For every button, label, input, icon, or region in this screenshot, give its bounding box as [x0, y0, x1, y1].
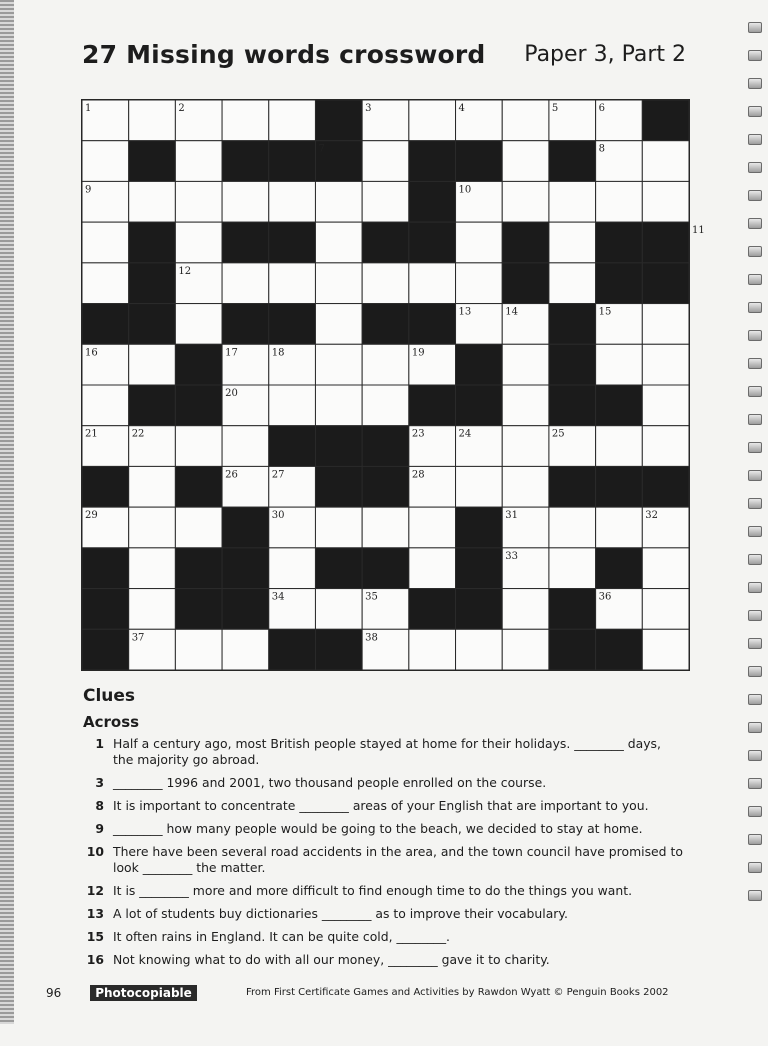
crossword-cell[interactable]	[175, 629, 222, 670]
crossword-cell[interactable]	[642, 181, 689, 222]
crossword-cell[interactable]	[129, 589, 176, 630]
crossword-block	[456, 507, 503, 548]
crossword-block	[315, 629, 362, 670]
binding-ring	[748, 806, 762, 817]
crossword-block	[82, 589, 129, 630]
clue-item	[83, 929, 683, 945]
clue-text: It often rains in England. It can be quite cold, ________.	[113, 929, 450, 944]
crossword-block	[82, 304, 129, 345]
binding-ring	[748, 498, 762, 509]
crossword-cell[interactable]	[409, 548, 456, 589]
cell-number: 19	[411, 347, 425, 359]
clue-number: 9	[95, 821, 104, 836]
crossword-cell[interactable]	[362, 263, 409, 304]
crossword-cell[interactable]	[409, 629, 456, 670]
crossword-cell[interactable]	[456, 263, 503, 304]
binding-ring	[748, 50, 762, 61]
crossword-cell[interactable]	[315, 589, 362, 630]
crossword-cell[interactable]	[82, 141, 129, 182]
binding-ring	[748, 862, 762, 873]
spiral-binding-left	[0, 0, 14, 1024]
crossword-cell[interactable]	[82, 222, 129, 263]
clue-item	[83, 906, 683, 922]
crossword-cell[interactable]	[549, 507, 596, 548]
crossword-cell[interactable]	[502, 589, 549, 630]
cell-number: 18	[271, 347, 285, 359]
crossword-block	[549, 589, 596, 630]
cell-number: 3	[365, 103, 372, 114]
crossword-block	[222, 222, 269, 263]
cell-number: 23	[411, 428, 425, 440]
crossword-block	[549, 304, 596, 345]
crossword-cell[interactable]	[315, 304, 362, 345]
binding-ring	[748, 274, 762, 285]
binding-ring	[748, 610, 762, 621]
binding-ring	[748, 638, 762, 649]
cell-number: 38	[365, 632, 378, 644]
crossword-cell[interactable]	[642, 629, 689, 670]
crossword-block	[315, 548, 362, 589]
crossword-cell[interactable]	[129, 507, 176, 548]
binding-ring	[748, 246, 762, 257]
crossword-cell[interactable]	[175, 181, 222, 222]
crossword-block	[129, 222, 176, 263]
crossword-cell[interactable]	[175, 222, 222, 263]
crossword-block	[269, 304, 316, 345]
crossword-block	[362, 304, 409, 345]
crossword-block	[362, 466, 409, 507]
clue-item	[83, 821, 683, 837]
binding-ring	[748, 582, 762, 593]
crossword-block	[362, 548, 409, 589]
cell-number: 7	[318, 143, 325, 155]
crossword-cell[interactable]	[642, 426, 689, 467]
binding-ring	[748, 750, 762, 761]
crossword-block	[222, 507, 269, 548]
cell-number: 10	[458, 184, 472, 196]
crossword-cell[interactable]	[129, 344, 176, 385]
crossword-cell[interactable]	[596, 426, 643, 467]
crossword-block	[456, 548, 503, 589]
clue-item	[83, 775, 683, 791]
crossword-cell[interactable]	[362, 181, 409, 222]
page-number: 96	[46, 986, 62, 1000]
crossword-cell[interactable]	[502, 181, 549, 222]
crossword-cell[interactable]	[642, 385, 689, 426]
crossword-block	[269, 426, 316, 467]
crossword-cell[interactable]	[315, 385, 362, 426]
crossword-cell[interactable]	[315, 181, 362, 222]
across-heading: Across	[83, 713, 140, 731]
crossword-block	[409, 222, 456, 263]
crossword-block	[129, 385, 176, 426]
cell-number: 14	[505, 306, 518, 318]
binding-ring	[748, 358, 762, 369]
crossword-cell[interactable]	[129, 466, 176, 507]
cell-number: 29	[85, 510, 98, 522]
crossword-cell[interactable]	[502, 466, 549, 507]
cell-number: 12	[178, 265, 192, 277]
binding-ring	[748, 722, 762, 733]
crossword-grid	[81, 99, 705, 671]
cell-number: 22	[131, 428, 145, 440]
crossword-block	[222, 589, 269, 630]
binding-ring	[748, 554, 762, 565]
crossword-cell[interactable]	[175, 507, 222, 548]
crossword-cell[interactable]	[129, 548, 176, 589]
crossword-cell[interactable]	[642, 344, 689, 385]
crossword-block	[549, 466, 596, 507]
crossword-block	[596, 548, 643, 589]
binding-ring	[748, 694, 762, 705]
crossword-cell[interactable]	[549, 263, 596, 304]
crossword-cell[interactable]	[549, 181, 596, 222]
crossword-block	[642, 100, 689, 141]
crossword-block	[642, 222, 689, 263]
crossword-cell[interactable]	[175, 304, 222, 345]
crossword-cell[interactable]	[549, 548, 596, 589]
crossword-block	[456, 141, 503, 182]
binding-ring	[748, 386, 762, 397]
cell-number: 13	[458, 306, 472, 318]
clue-text: Not knowing what to do with all our money, ________ gave it to charity.	[113, 952, 550, 967]
cell-number: 9	[85, 184, 92, 196]
crossword-block	[596, 385, 643, 426]
crossword-cell[interactable]	[456, 629, 503, 670]
crossword-block	[409, 304, 456, 345]
binding-ring	[748, 890, 762, 901]
crossword-cell[interactable]	[222, 426, 269, 467]
clue-number: 16	[86, 952, 104, 967]
clue-text: It is ________ more and more difficult to find enough time to do the things you want.	[113, 883, 633, 898]
crossword-block	[642, 263, 689, 304]
crossword-cell[interactable]	[642, 589, 689, 630]
clue-text: Half a century ago, most British people stayed at home for their holidays. ________ days, the majority go abroad.	[113, 736, 661, 767]
crossword-block	[175, 589, 222, 630]
crossword-block	[129, 263, 176, 304]
cell-number: 11	[692, 225, 705, 237]
cell-number: 8	[598, 143, 605, 155]
clue-text: ________ 1996 and 2001, two thousand people enrolled on the course.	[113, 775, 547, 790]
footer-credit: From First Certificate Games and Activities by Rawdon Wyatt © Penguin Books 2002	[246, 987, 669, 998]
crossword-cell[interactable]	[129, 100, 176, 141]
crossword-cell[interactable]	[642, 141, 689, 182]
binding-ring	[748, 106, 762, 117]
crossword-cell[interactable]	[269, 385, 316, 426]
binding-ring	[748, 526, 762, 537]
binding-ring	[748, 78, 762, 89]
cell-number: 28	[411, 469, 425, 481]
clue-text: A lot of students buy dictionaries ________ as to improve their vocabulary.	[113, 906, 568, 921]
crossword-block	[82, 466, 129, 507]
binding-ring	[748, 778, 762, 789]
crossword-cell[interactable]	[175, 141, 222, 182]
binding-ring	[748, 190, 762, 201]
cell-number: 24	[458, 428, 472, 440]
crossword-cell[interactable]	[409, 100, 456, 141]
crossword-cell[interactable]	[596, 507, 643, 548]
binding-ring	[748, 470, 762, 481]
crossword-cell[interactable]	[315, 507, 362, 548]
cell-number: 26	[225, 469, 238, 481]
crossword-block	[222, 141, 269, 182]
crossword-cell[interactable]	[502, 385, 549, 426]
cell-number: 37	[131, 632, 145, 644]
crossword-cell[interactable]	[222, 629, 269, 670]
clue-text: It is important to concentrate ________ areas of your English that are important to you.	[113, 798, 649, 813]
cell-number: 17	[225, 347, 238, 359]
binding-ring	[748, 22, 762, 33]
crossword-block	[549, 344, 596, 385]
crossword-block	[315, 466, 362, 507]
clue-text: There have been several road accidents in the area, and the town council have promised to look ________ the matter.	[113, 844, 683, 875]
crossword-block	[315, 426, 362, 467]
crossword-cell[interactable]	[362, 385, 409, 426]
crossword-block	[596, 263, 643, 304]
crossword-cell[interactable]	[456, 222, 503, 263]
crossword-cell[interactable]	[502, 629, 549, 670]
binding-ring	[748, 134, 762, 145]
binding-ring	[748, 834, 762, 845]
crossword-cell[interactable]	[409, 507, 456, 548]
crossword-block	[456, 344, 503, 385]
binding-ring	[748, 442, 762, 453]
cell-number: 4	[458, 103, 465, 114]
crossword-cell[interactable]	[315, 263, 362, 304]
paper-label: Paper 3, Part 2	[524, 42, 686, 67]
crossword-cell[interactable]	[82, 263, 129, 304]
crossword-block	[269, 222, 316, 263]
cell-number: 30	[271, 510, 285, 522]
crossword-cell[interactable]	[502, 141, 549, 182]
crossword-block	[596, 629, 643, 670]
crossword-block	[222, 548, 269, 589]
crossword-cell[interactable]	[222, 263, 269, 304]
crossword-block	[175, 344, 222, 385]
cell-number: 16	[85, 347, 98, 359]
crossword-block	[315, 100, 362, 141]
crossword-cell[interactable]	[502, 344, 549, 385]
crossword-cell[interactable]	[82, 385, 129, 426]
crossword-block	[409, 589, 456, 630]
crossword-block	[175, 548, 222, 589]
cell-number: 15	[598, 306, 612, 318]
crossword-block	[269, 629, 316, 670]
binding-ring	[748, 162, 762, 173]
crossword-block	[222, 304, 269, 345]
cell-number: 33	[505, 550, 518, 562]
clues-heading: Clues	[83, 686, 136, 706]
binding-ring	[748, 330, 762, 341]
crossword-cell[interactable]	[409, 263, 456, 304]
crossword-cell[interactable]	[269, 181, 316, 222]
crossword-cell[interactable]	[175, 426, 222, 467]
cell-number: 27	[271, 469, 285, 481]
crossword-cell[interactable]	[549, 222, 596, 263]
crossword-cell[interactable]	[315, 344, 362, 385]
clue-number: 15	[86, 929, 104, 944]
clue-item	[83, 952, 683, 968]
crossword-block	[409, 141, 456, 182]
crossword-block	[175, 466, 222, 507]
crossword-cell[interactable]	[642, 548, 689, 589]
clue-number: 8	[95, 798, 104, 813]
cell-number: 32	[645, 510, 659, 522]
crossword-block	[502, 263, 549, 304]
cell-number: 34	[271, 591, 285, 603]
crossword-block	[129, 304, 176, 345]
photocopiable-badge: Photocopiable	[90, 985, 197, 1001]
crossword-block	[596, 466, 643, 507]
crossword-cell[interactable]	[269, 263, 316, 304]
crossword-cell[interactable]	[269, 100, 316, 141]
clue-item	[83, 798, 683, 814]
crossword-cell[interactable]	[596, 344, 643, 385]
crossword-block	[456, 385, 503, 426]
clue-text: ________ how many people would be going to the beach, we decided to stay at home.	[113, 821, 643, 836]
cell-number: 25	[551, 428, 565, 440]
crossword-block	[362, 426, 409, 467]
crossword-block	[409, 181, 456, 222]
clue-item	[83, 883, 683, 899]
crossword-block	[596, 222, 643, 263]
crossword-cell[interactable]	[362, 507, 409, 548]
crossword-block	[82, 548, 129, 589]
binding-ring	[748, 414, 762, 425]
across-clue-list	[83, 736, 683, 975]
crossword-block	[642, 466, 689, 507]
cell-number: 20	[225, 388, 238, 399]
clue-number: 3	[95, 775, 104, 790]
cell-number: 35	[365, 591, 378, 603]
clue-number: 1	[95, 736, 104, 751]
crossword-block	[549, 629, 596, 670]
crossword-cell[interactable]	[222, 100, 269, 141]
cell-number: 1	[85, 103, 92, 114]
crossword-cell[interactable]	[362, 344, 409, 385]
cell-number: 5	[551, 103, 559, 114]
crossword-cell[interactable]	[456, 466, 503, 507]
crossword-block	[409, 385, 456, 426]
crossword-cell[interactable]	[222, 181, 269, 222]
crossword-block	[456, 589, 503, 630]
crossword-cell[interactable]	[642, 304, 689, 345]
cell-number: 6	[598, 103, 605, 114]
crossword-cell[interactable]	[502, 100, 549, 141]
page-title: 27 Missing words crossword	[82, 40, 486, 69]
clue-item	[83, 844, 683, 876]
crossword-block	[549, 141, 596, 182]
clue-number: 13	[86, 906, 104, 921]
clue-number: 12	[86, 883, 104, 898]
crossword-block	[502, 222, 549, 263]
clue-number: 10	[86, 844, 104, 859]
crossword-block	[129, 141, 176, 182]
crossword-cell[interactable]	[502, 426, 549, 467]
spiral-binding-right	[742, 0, 768, 1046]
crossword-cell[interactable]	[596, 181, 643, 222]
crossword-block	[175, 385, 222, 426]
crossword-block	[549, 385, 596, 426]
binding-ring	[748, 218, 762, 229]
cell-number: 31	[505, 510, 518, 522]
cell-number: 36	[598, 591, 612, 603]
crossword-cell[interactable]	[269, 548, 316, 589]
crossword-block	[269, 141, 316, 182]
crossword-block	[82, 629, 129, 670]
binding-ring	[748, 666, 762, 677]
cell-number: 2	[178, 103, 185, 114]
crossword-cell[interactable]	[315, 222, 362, 263]
binding-ring	[748, 302, 762, 313]
clue-item	[83, 736, 683, 768]
crossword-cell[interactable]	[129, 181, 176, 222]
cell-number: 21	[85, 428, 98, 440]
crossword-block	[362, 222, 409, 263]
crossword-cell[interactable]	[362, 141, 409, 182]
